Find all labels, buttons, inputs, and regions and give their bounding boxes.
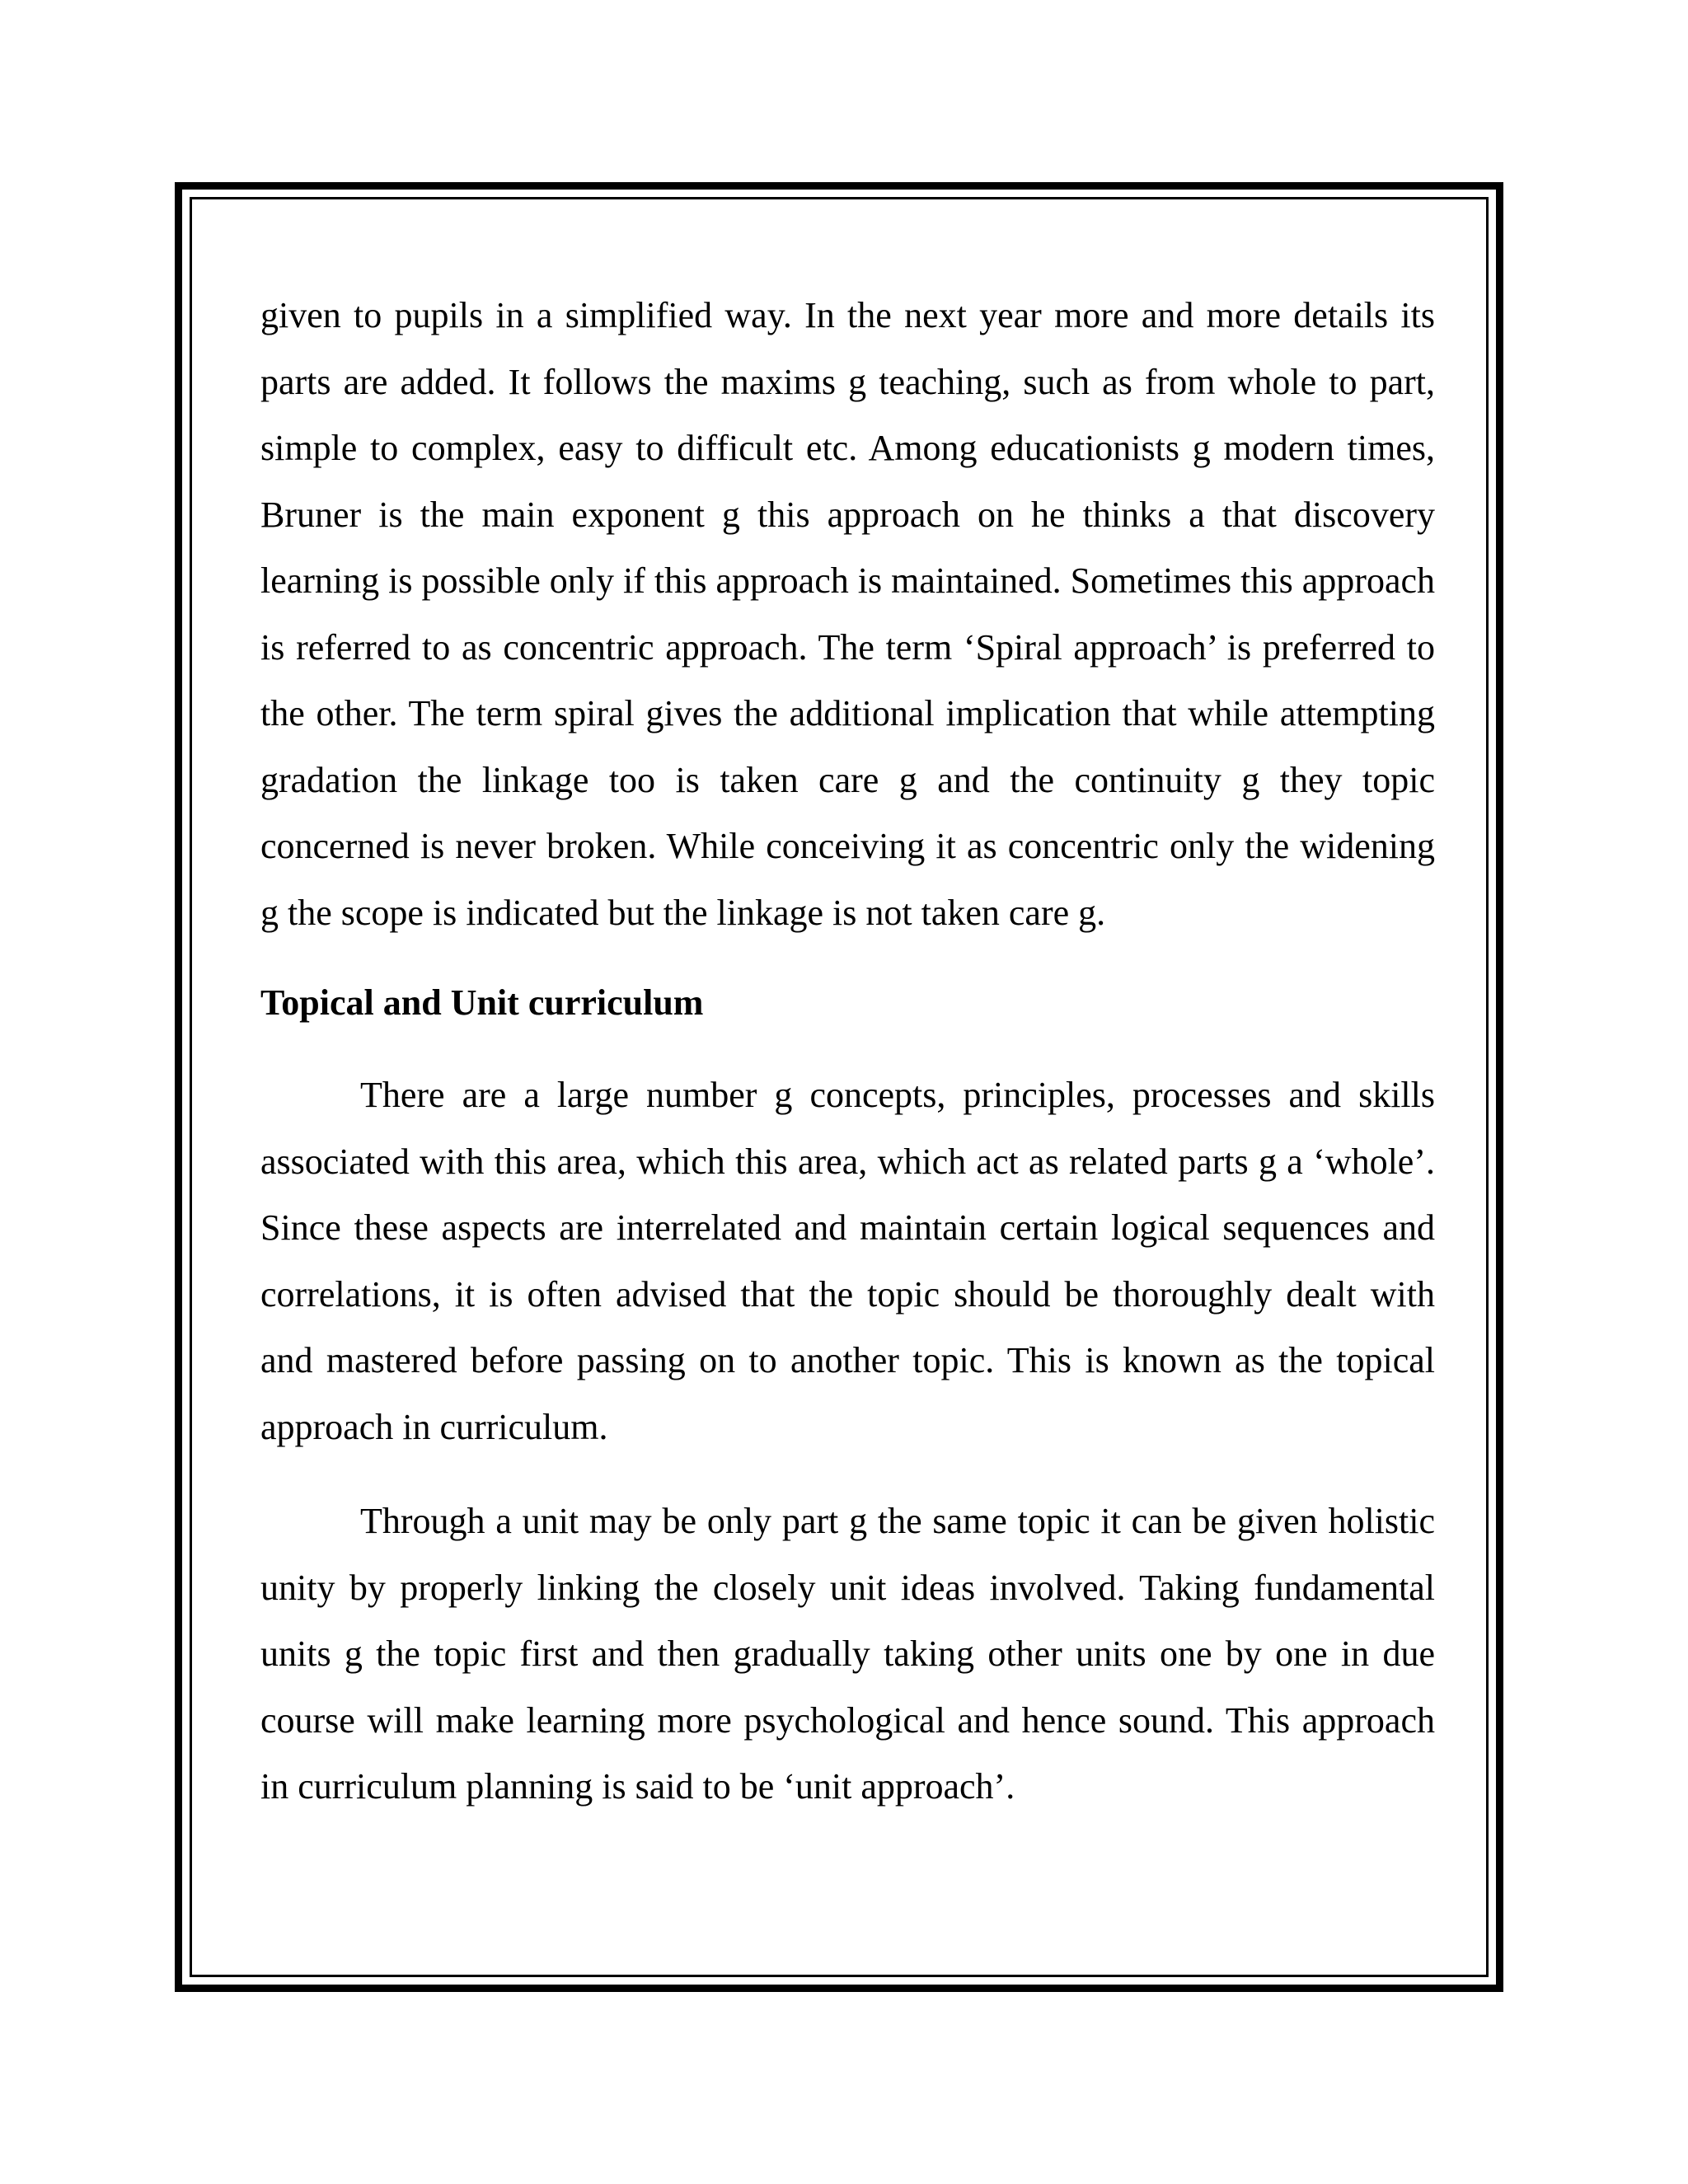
body-paragraph-1: given to pupils in a simplified way. In the next year more and more details its parts are added. It follows the maxims g teaching, such as from whole to part, simple to complex, easy to difficult etc. Among educationists g modern times, Bruner is the main exponent g this approach on he thinks a that discovery learning is possible only if this approach is maintained. Sometimes this approach is referred to as concentric approach. The term ‘Spiral approach’ is preferred to the other. The term spiral gives the additional implication that while attempting gradation the linkage too is taken care g and the continuity g they topic concerned is never broken. While conceiving it as concentric only the widening g the scope is indicated but the linkage is not taken care g. xyxy=(260,295,1435,933)
section-heading: Topical and Unit curriculum xyxy=(260,982,704,1023)
body-paragraph-2: There are a large number g concepts, principles, processes and skills associated with this area, which this area, which act as related parts g a ‘whole’. Since these aspects are interrelated and maintain certain logical sequences and correlations, it is often advised that the topic should be thoroughly dealt with and mastered before passing on to another topic. This is known as the topical approach in curriculum. xyxy=(260,1075,1435,1447)
body-paragraph-3: Through a unit may be only part g the same topic it can be given holistic unity by properly linking the closely unit ideas involved. Taking fundamental units g the topic first and then gradually taking other units one by one in due course will make learning more psychological and hence sound. This approach in curriculum planning is said to be ‘unit approach’. xyxy=(260,1501,1435,1807)
page-content xyxy=(260,283,1435,1821)
